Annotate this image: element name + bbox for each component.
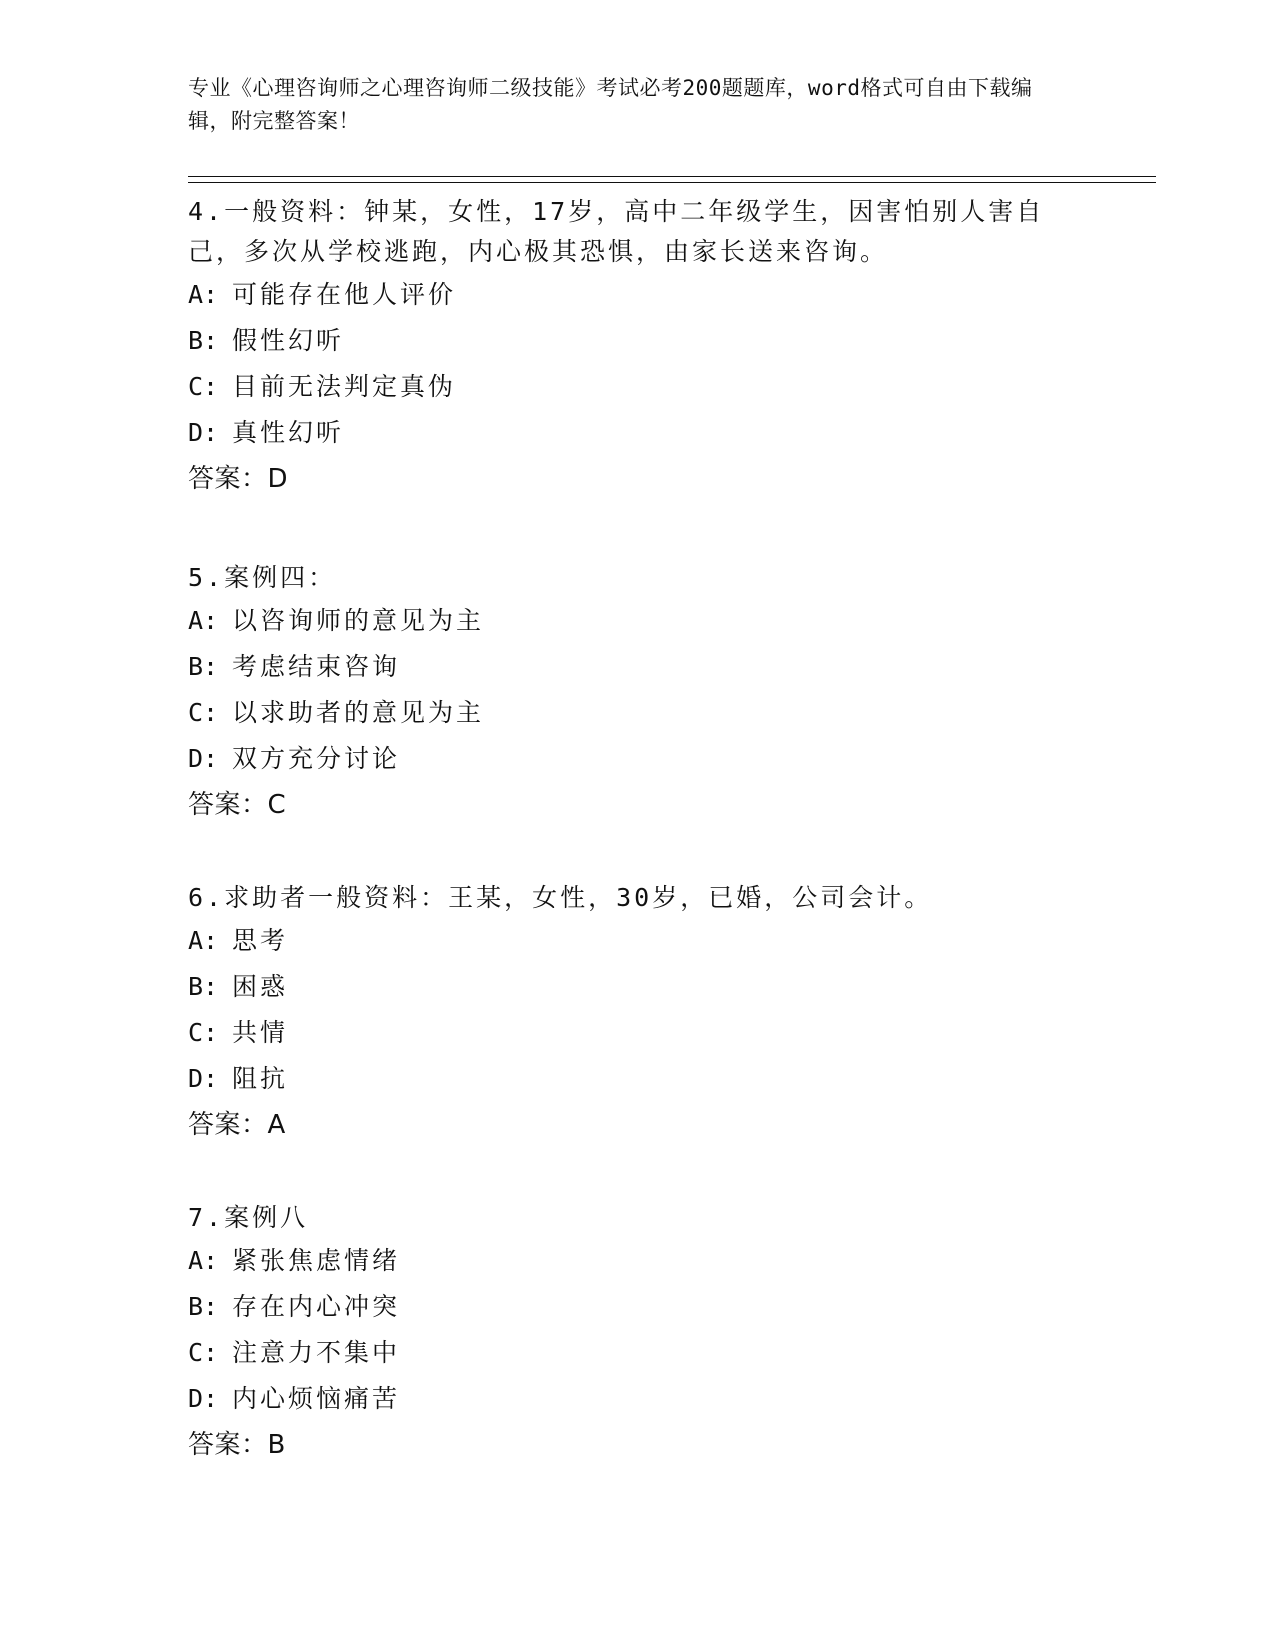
option-d	[188, 1376, 1088, 1422]
option-text: 真性幻听	[232, 418, 345, 447]
option-d	[188, 736, 1088, 782]
question-7	[188, 1196, 1088, 1468]
option-b	[188, 644, 1088, 690]
answer-line: 答案：A	[188, 1110, 286, 1140]
option-letter: D:	[188, 744, 219, 773]
option-letter: C:	[188, 1018, 219, 1047]
option-letter: C:	[188, 372, 219, 401]
option-letter: D:	[188, 1384, 219, 1413]
option-letter: D:	[188, 1064, 219, 1093]
option-text: 共情	[232, 1018, 289, 1047]
option-letter: B:	[188, 972, 219, 1001]
option-b	[188, 1284, 1088, 1330]
option-text: 存在内心冲突	[232, 1292, 401, 1321]
option-b	[188, 318, 1088, 364]
option-text: 阻抗	[232, 1064, 289, 1093]
option-text: 双方充分讨论	[232, 744, 401, 773]
question-6	[188, 876, 1088, 1148]
option-text: 目前无法判定真伪	[232, 372, 457, 401]
option-letter: C:	[188, 1338, 219, 1367]
option-text: 紧张焦虑情绪	[232, 1246, 401, 1275]
question-stem: 6.求助者一般资料：王某，女性，30岁，已婚，公司会计。	[188, 883, 933, 912]
option-letter: A:	[188, 926, 219, 955]
option-text: 思考	[232, 926, 289, 955]
option-a	[188, 272, 1088, 318]
option-text: 假性幻听	[232, 326, 345, 355]
document-header: 专业《心理咨询师之心理咨询师二级技能》考试必考200题题库，word格式可自由下载编辑，附完整答案！	[188, 76, 1033, 133]
answer-line: 答案：C	[188, 790, 287, 820]
answer-line: 答案：D	[188, 464, 289, 494]
question-stem: 5.案例四：	[188, 563, 337, 592]
option-d	[188, 410, 1088, 456]
option-a	[188, 1238, 1088, 1284]
option-a	[188, 918, 1088, 964]
option-list	[188, 918, 1088, 1102]
option-text: 以咨询师的意见为主	[232, 606, 485, 635]
option-a	[188, 598, 1088, 644]
option-letter: C:	[188, 698, 219, 727]
option-text: 内心烦恼痛苦	[232, 1384, 401, 1413]
question-5	[188, 556, 1088, 828]
option-c	[188, 1330, 1088, 1376]
option-c	[188, 364, 1088, 410]
question-4	[188, 190, 1088, 502]
option-text: 可能存在他人评价	[232, 280, 457, 309]
option-text: 考虑结束咨询	[232, 652, 401, 681]
question-stem: 4.一般资料：钟某，女性，17岁，高中二年级学生，因害怕别人害自己，多次从学校逃跑，内心极其恐惧，由家长送来咨询。	[188, 197, 1045, 266]
option-list	[188, 1238, 1088, 1422]
option-letter: A:	[188, 1246, 219, 1275]
option-list	[188, 598, 1088, 782]
answer-line: 答案：B	[188, 1430, 286, 1460]
option-c	[188, 1010, 1088, 1056]
option-letter: B:	[188, 652, 219, 681]
question-stem: 7.案例八	[188, 1203, 309, 1232]
option-text: 困惑	[232, 972, 289, 1001]
option-letter: D:	[188, 418, 219, 447]
option-letter: B:	[188, 326, 219, 355]
option-letter: B:	[188, 1292, 219, 1321]
option-list	[188, 272, 1088, 456]
option-d	[188, 1056, 1088, 1102]
option-text: 以求助者的意见为主	[232, 698, 485, 727]
option-b	[188, 964, 1088, 1010]
option-text: 注意力不集中	[232, 1338, 401, 1367]
header-divider-top	[188, 176, 1156, 177]
option-letter: A:	[188, 280, 219, 309]
header-divider-bottom	[188, 182, 1156, 183]
option-letter: A:	[188, 606, 219, 635]
option-c	[188, 690, 1088, 736]
